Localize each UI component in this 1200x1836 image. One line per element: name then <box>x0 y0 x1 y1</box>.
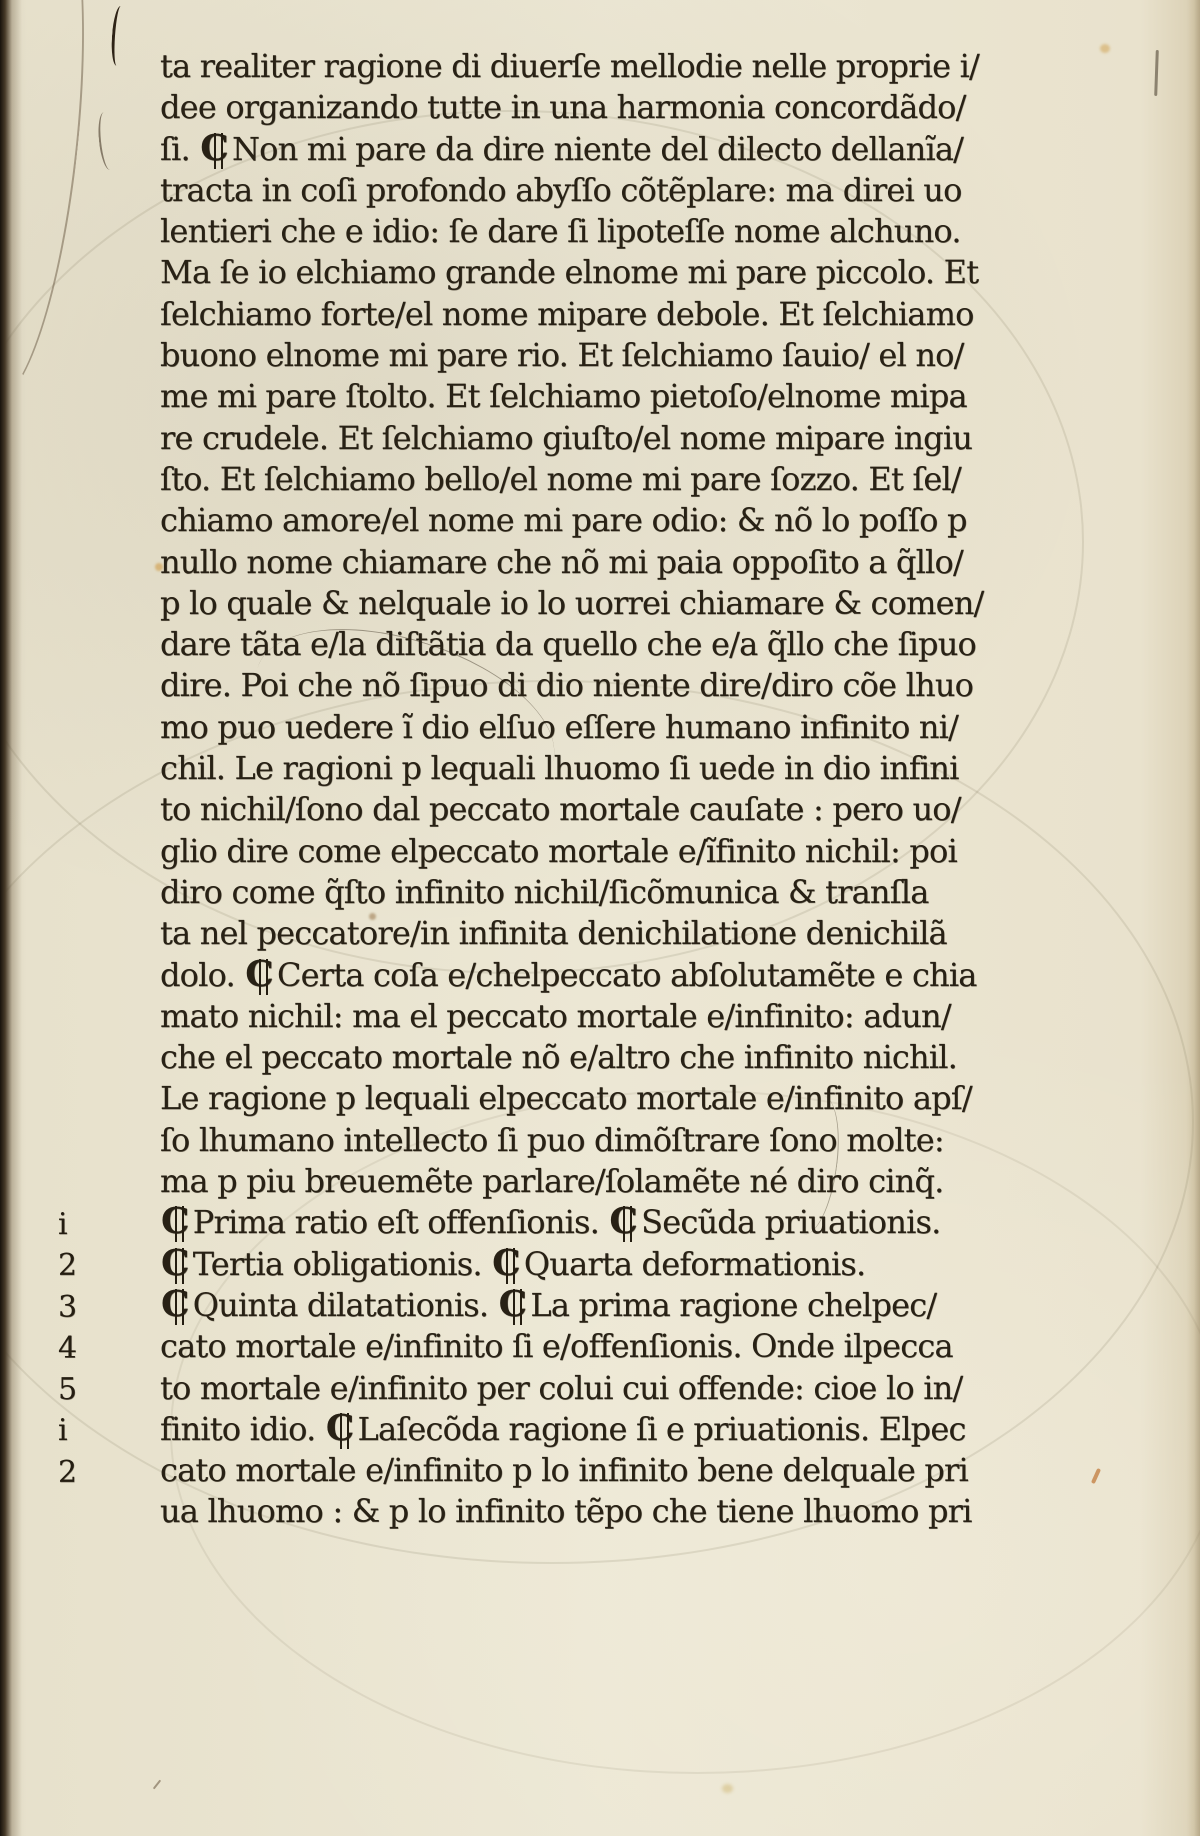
text-line: chiamo amore/el nome mi pare odio: & nõ lo poſſo p <box>160 501 967 540</box>
margin-number: i <box>58 1413 68 1449</box>
ink-fleck <box>153 1780 161 1790</box>
paragraph-mark: C <box>199 131 232 167</box>
paragraph-mark: C <box>160 1204 193 1240</box>
text-line: dee organizando tutte in una harmonia concordãdo/ <box>160 88 966 127</box>
margin-number: 2 <box>58 1248 78 1284</box>
text-line: ma p piu breuemẽte parlare/ſolamẽte né diro cinq̃. <box>160 1162 944 1201</box>
text-line: dire. Poi che nõ ſipuo di dio niente dire/diro cõe lhuo <box>160 666 974 705</box>
text-line: buono elnome mi pare rio. Et ſelchiamo ſauio/ el no/ <box>160 336 964 375</box>
text-line: re crudele. Et ſelchiamo giuſto/el nome mipare ingiu <box>160 418 973 457</box>
text-line: glio dire come elpeccato mortale e/ĩfinito nichil: poi <box>160 831 957 870</box>
text-line: ſto. Et ſelchiamo bello/el nome mi pare ſozzo. Et ſel/ <box>160 459 961 498</box>
text-line: Le ragione p lequali elpeccato mortale e/infinito apſ/ <box>160 1079 972 1118</box>
text-line: chil. Le ragioni p lequali lhuomo ſi uede in dio infini <box>160 749 959 788</box>
ink-stroke-mark <box>110 6 129 67</box>
text-line: Ma ſe io elchiamo grande elnome mi pare piccolo. Et <box>160 253 979 292</box>
margin-number: 5 <box>58 1372 78 1408</box>
margin-number: i <box>58 1207 68 1242</box>
margin-number: 3 <box>58 1289 78 1325</box>
paragraph-mark: C <box>160 1287 193 1323</box>
text-line: diro come q̃ſto infinito nichil/ſicõmunica & tranſla <box>160 872 929 911</box>
text-line: dolo. C Certa coſa e/chelpeccato abſolutamẽte e chia <box>160 952 977 995</box>
pen-parenthesis-mark <box>96 111 118 170</box>
text-line: ua lhuomo : & p lo infinito tẽpo che tiene lhuomo pri <box>160 1492 972 1531</box>
text-line: finito idio. C Laſecõda ragione ſi e priuationis. Elpec <box>160 1406 966 1449</box>
text-block <box>160 46 984 1533</box>
text-line: cato mortale e/infinito p lo infinito bene delquale pri <box>160 1451 968 1490</box>
paragraph-mark: C <box>244 957 277 993</box>
paragraph-mark: C <box>491 1246 524 1282</box>
paragraph-mark: C <box>608 1204 641 1240</box>
paragraph-mark: C <box>498 1287 531 1323</box>
text-line: mo puo uedere ĩ dio elſuo eſſere humano infinito ni/ <box>160 707 959 746</box>
text-line: p lo quale & nelquale io lo uorrei chiamare & comen/ <box>160 583 984 622</box>
paragraph-mark: C <box>160 1246 193 1282</box>
paragraph-mark: C <box>325 1411 358 1447</box>
text-line: che el peccato mortale nõ e/altro che infinito nichil. <box>160 1038 958 1077</box>
text-line: ſi. C Non mi pare da dire niente del dilecto dellanĩa/ <box>160 126 964 169</box>
foxing-spot <box>722 1784 733 1793</box>
foxing-spot <box>1100 44 1110 53</box>
text-line: ta realiter ragione di diuerſe mellodie nelle proprie i/ <box>160 47 979 85</box>
margin-numbers <box>58 1204 98 1493</box>
text-line: me mi pare ſtolto. Et ſelchiamo pietoſo/elnome mipa <box>160 377 967 416</box>
margin-number: 4 <box>58 1330 78 1366</box>
text-line: C Prima ratio eſt offenſionis. C Secũda priuationis. <box>161 1200 941 1243</box>
text-line: C Quinta dilatationis. C La prima ragione chelpec/ <box>161 1282 937 1325</box>
text-line: mato nichil: ma el peccato mortale e/infinito: adun/ <box>160 996 951 1035</box>
text-line: ta nel peccatore/in infinita denichilatione denichilã <box>160 914 947 953</box>
text-line: to nichil/ſono dal peccato mortale cauſate : pero uo/ <box>160 790 961 829</box>
text-line: cato mortale e/infinito ſi e/offenſionis. Onde ilpecca <box>160 1327 953 1366</box>
text-line: tracta in coſi profondo abyſſo cõtẽplare: ma direi uo <box>160 170 962 209</box>
margin-number: 2 <box>58 1454 78 1490</box>
edge-dash-mark <box>1154 50 1159 96</box>
text-line: to mortale e/infinito per colui cui offende: cioe lo in/ <box>160 1368 963 1407</box>
page-right-edge-shadow <box>1186 0 1200 1836</box>
text-line: ſo lhumano intellecto ſi puo dimõſtrare ſono molte: <box>160 1120 944 1159</box>
text-line: C Tertia obligationis. C Quarta deformationis. <box>161 1241 866 1284</box>
text-line: lentieri che e idio: ſe dare ſi lipoteſſe nome alchuno. <box>160 212 961 251</box>
text-line: nullo nome chiamare che nõ mi paia oppoſito a q̃llo/ <box>160 542 963 581</box>
text-line: ſelchiamo forte/el nome mipare debole. Et ſelchiamo <box>160 294 974 333</box>
text-line: dare tãta e/la diſtãtia da quello che e/a q̃llo che ſipuo <box>160 625 977 664</box>
